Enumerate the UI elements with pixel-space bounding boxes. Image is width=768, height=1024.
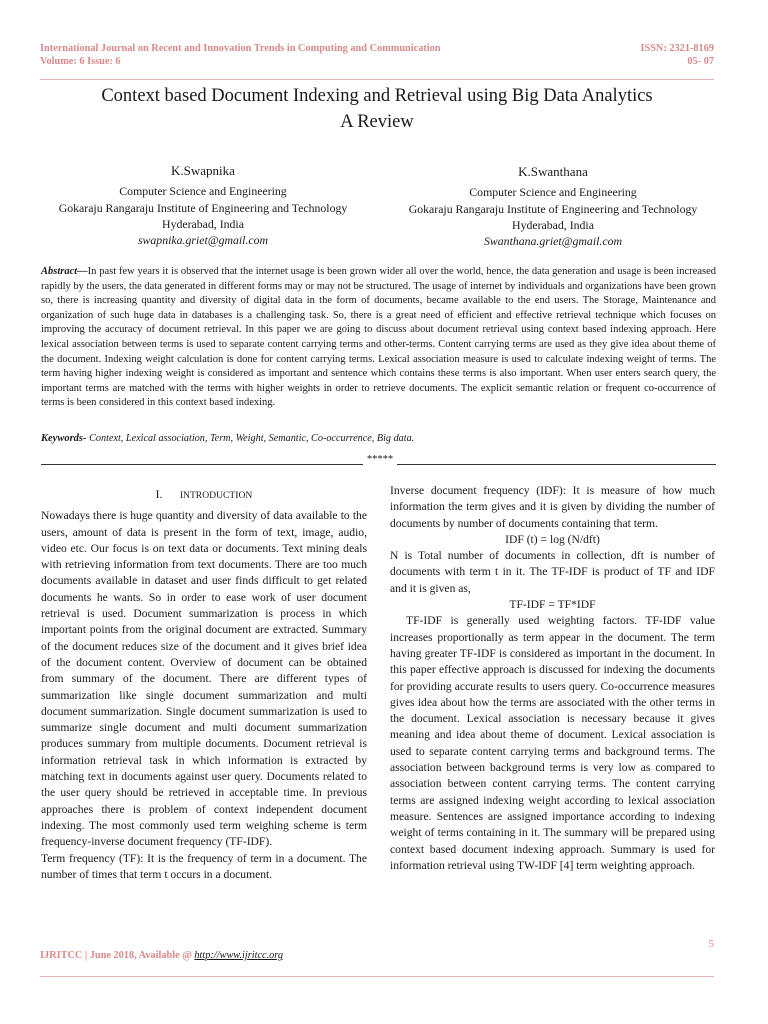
keywords xyxy=(41,433,716,444)
abstract-label: Abstract xyxy=(41,266,78,277)
author-department: Computer Science and Engineering xyxy=(469,185,637,200)
separator-line-right xyxy=(397,464,716,465)
title-line-2: A Review xyxy=(340,112,414,132)
footer xyxy=(40,950,283,961)
author-institute: Gokaraju Rangaraju Institute of Engineering and Technology xyxy=(408,201,698,216)
title-line-1: Context based Document Indexing and Retrieval using Big Data Analytics xyxy=(101,86,653,106)
paper-title xyxy=(40,83,714,135)
abstract-dash: — xyxy=(77,266,88,277)
tfidf-paragraph: TF-IDF is generally used weighting factors. TF-IDF value increases proportionally as term appear in the document. The term having greater TF-IDF is considered as important in the document. In this paper effective approach is discussed for indexing the documents for providing accurate results to users query. Co-occurrence measures gives idea about how the terms are associated with the other terms in the document. Lexical association is necessary because it gives meaning and idea about theme of document. Lexical association is used to separate content carrying terms and background terms. The association between background terms is very low as compared to association between content carrying terms. The content carrying terms are assigned indexing weight according to lexical association measure. Sentences are assigned importance according to indexing weight of terms containing in it. The summary will be prepared using context based document indexing approach. Summary is used for information retrieval using TW-IDF [4] term weighting approach. xyxy=(390,614,715,872)
journal-name: International Journal on Recent and Innovation Trends in Computing and Communication xyxy=(40,43,441,54)
header-divider xyxy=(40,79,714,80)
intro-paragraph-2: Term frequency (TF): It is the frequency of term in a document. The number of times that term t occurs in a document. xyxy=(41,851,367,881)
author-institute: Gokaraju Rangaraju Institute of Engineering and Technology xyxy=(58,200,348,215)
author-block-2 xyxy=(388,164,718,249)
abstract xyxy=(41,265,716,411)
author-department: Computer Science and Engineering xyxy=(119,184,287,199)
keywords-label: Keywords- xyxy=(41,433,87,444)
abstract-text: In past few years it is observed that the internet usage is been grown wider all over the world, hence, the data generation and usage is been increased rapidly by the users, the data generated in different forms may or may not be structured. The usage of internet by individuals and organizations have been grown so, there is increasing quantity and diversity of digital data in the form of documents, became available to the end users. The Storage, Maintenance and organization of such huge data in databases is a challenging task. So, there is a great need of efficient and effective retrieval technique which focuses on improving the accuracy of document retrieval. In this paper we are going to discuss about document retrieval using context based indexing approach. Here lexical association between terms is used to separate content carrying terms and other-terms. Content carrying terms are used as they give idea about theme of the document. Indexing weight calculation is done for content carrying terms. Lexical association measure is used to calculate indexing weight of terms. The term having higher indexing weight is considered as important and sentence which contains these terms is also important. When user enters search query, the important terms are matched with the terms with higher weights in order to retrieve documents. The explicit semantic relation or frequent co-occurrence of terms is been considered in this context based indexing. xyxy=(41,266,716,409)
footer-text: IJRITCC | June 2018, Available @ xyxy=(40,950,195,961)
footer-divider xyxy=(40,976,714,977)
left-column xyxy=(41,487,367,883)
separator-stars: ***** xyxy=(366,454,394,465)
author-city: Hyderabad, India xyxy=(162,216,244,231)
issn: ISSN: 2321-8169 xyxy=(640,43,714,54)
author-city: Hyderabad, India xyxy=(512,217,594,232)
journal-link[interactable]: http://www.ijritcc.org xyxy=(194,950,284,961)
idf-equation: IDF (t) = log (N/dft) xyxy=(505,532,600,546)
tfidf-equation: TF-IDF = TF*IDF xyxy=(509,598,596,612)
page-number: 5 xyxy=(708,938,714,950)
section-separator xyxy=(41,455,716,469)
volume-issue: Volume: 6 Issue: 6 xyxy=(40,55,121,67)
author-email: Swanthana.griet@gmail.com xyxy=(484,234,622,249)
section-number: I. xyxy=(155,488,163,501)
intro-paragraph-1: Nowadays there is huge quantity and diversity of data available to the users, amount of data is present in the form of text, image, audio, video etc. Our focus is on text data or documents. Text mining deals with retrieving information from text documents. There are too much documents available in dataset and user finds difficult to get related documents he wants. So in order to ease work of user document retrieval is used. Document summarization is process in which important points from the original document are extracted. Summary of the document reduces size of the document and it gives brief idea of the document content. Overview of document can be obtained from summary of the document. There are different types of summarization like single document summarization and multi document summarization. Single document summarization is used to summarize single document and multi document summarization produces summary from multiple documents. Document retrieval is information retrieval task in which information is extracted by matching text in documents against user query. Documents related to the user query should be retrieved in acceptable time. In previous approaches there is problem of context independent document indexing. The most commonly used term weighing scheme is term frequency-inverse document frequency (TF-IDF). xyxy=(41,509,367,849)
keywords-text: Context, Lexical association, Term, Weight, Semantic, Co-occurrence, Big data. xyxy=(89,433,415,444)
separator-line-left xyxy=(41,464,363,465)
author-email: swapnika.griet@gmail.com xyxy=(137,233,269,248)
author-block-1 xyxy=(38,163,368,248)
page-range: 05- 07 xyxy=(687,55,714,67)
section-heading-introduction xyxy=(41,487,367,504)
section-title: INTRODUCTION xyxy=(179,490,253,501)
tfidf-definition: N is Total number of documents in collection, dft is number of documents with term t in it. The TF-IDF is product of TF and IDF and it is given as, xyxy=(390,549,715,595)
right-column xyxy=(390,483,715,874)
idf-definition: Inverse document frequency (IDF): It is measure of how much information the term gives and it is given by dividing the number of documents by number of documents containing that term. xyxy=(390,484,715,530)
author-name: K.Swanthana xyxy=(518,164,588,179)
author-name: K.Swapnika xyxy=(171,163,235,178)
